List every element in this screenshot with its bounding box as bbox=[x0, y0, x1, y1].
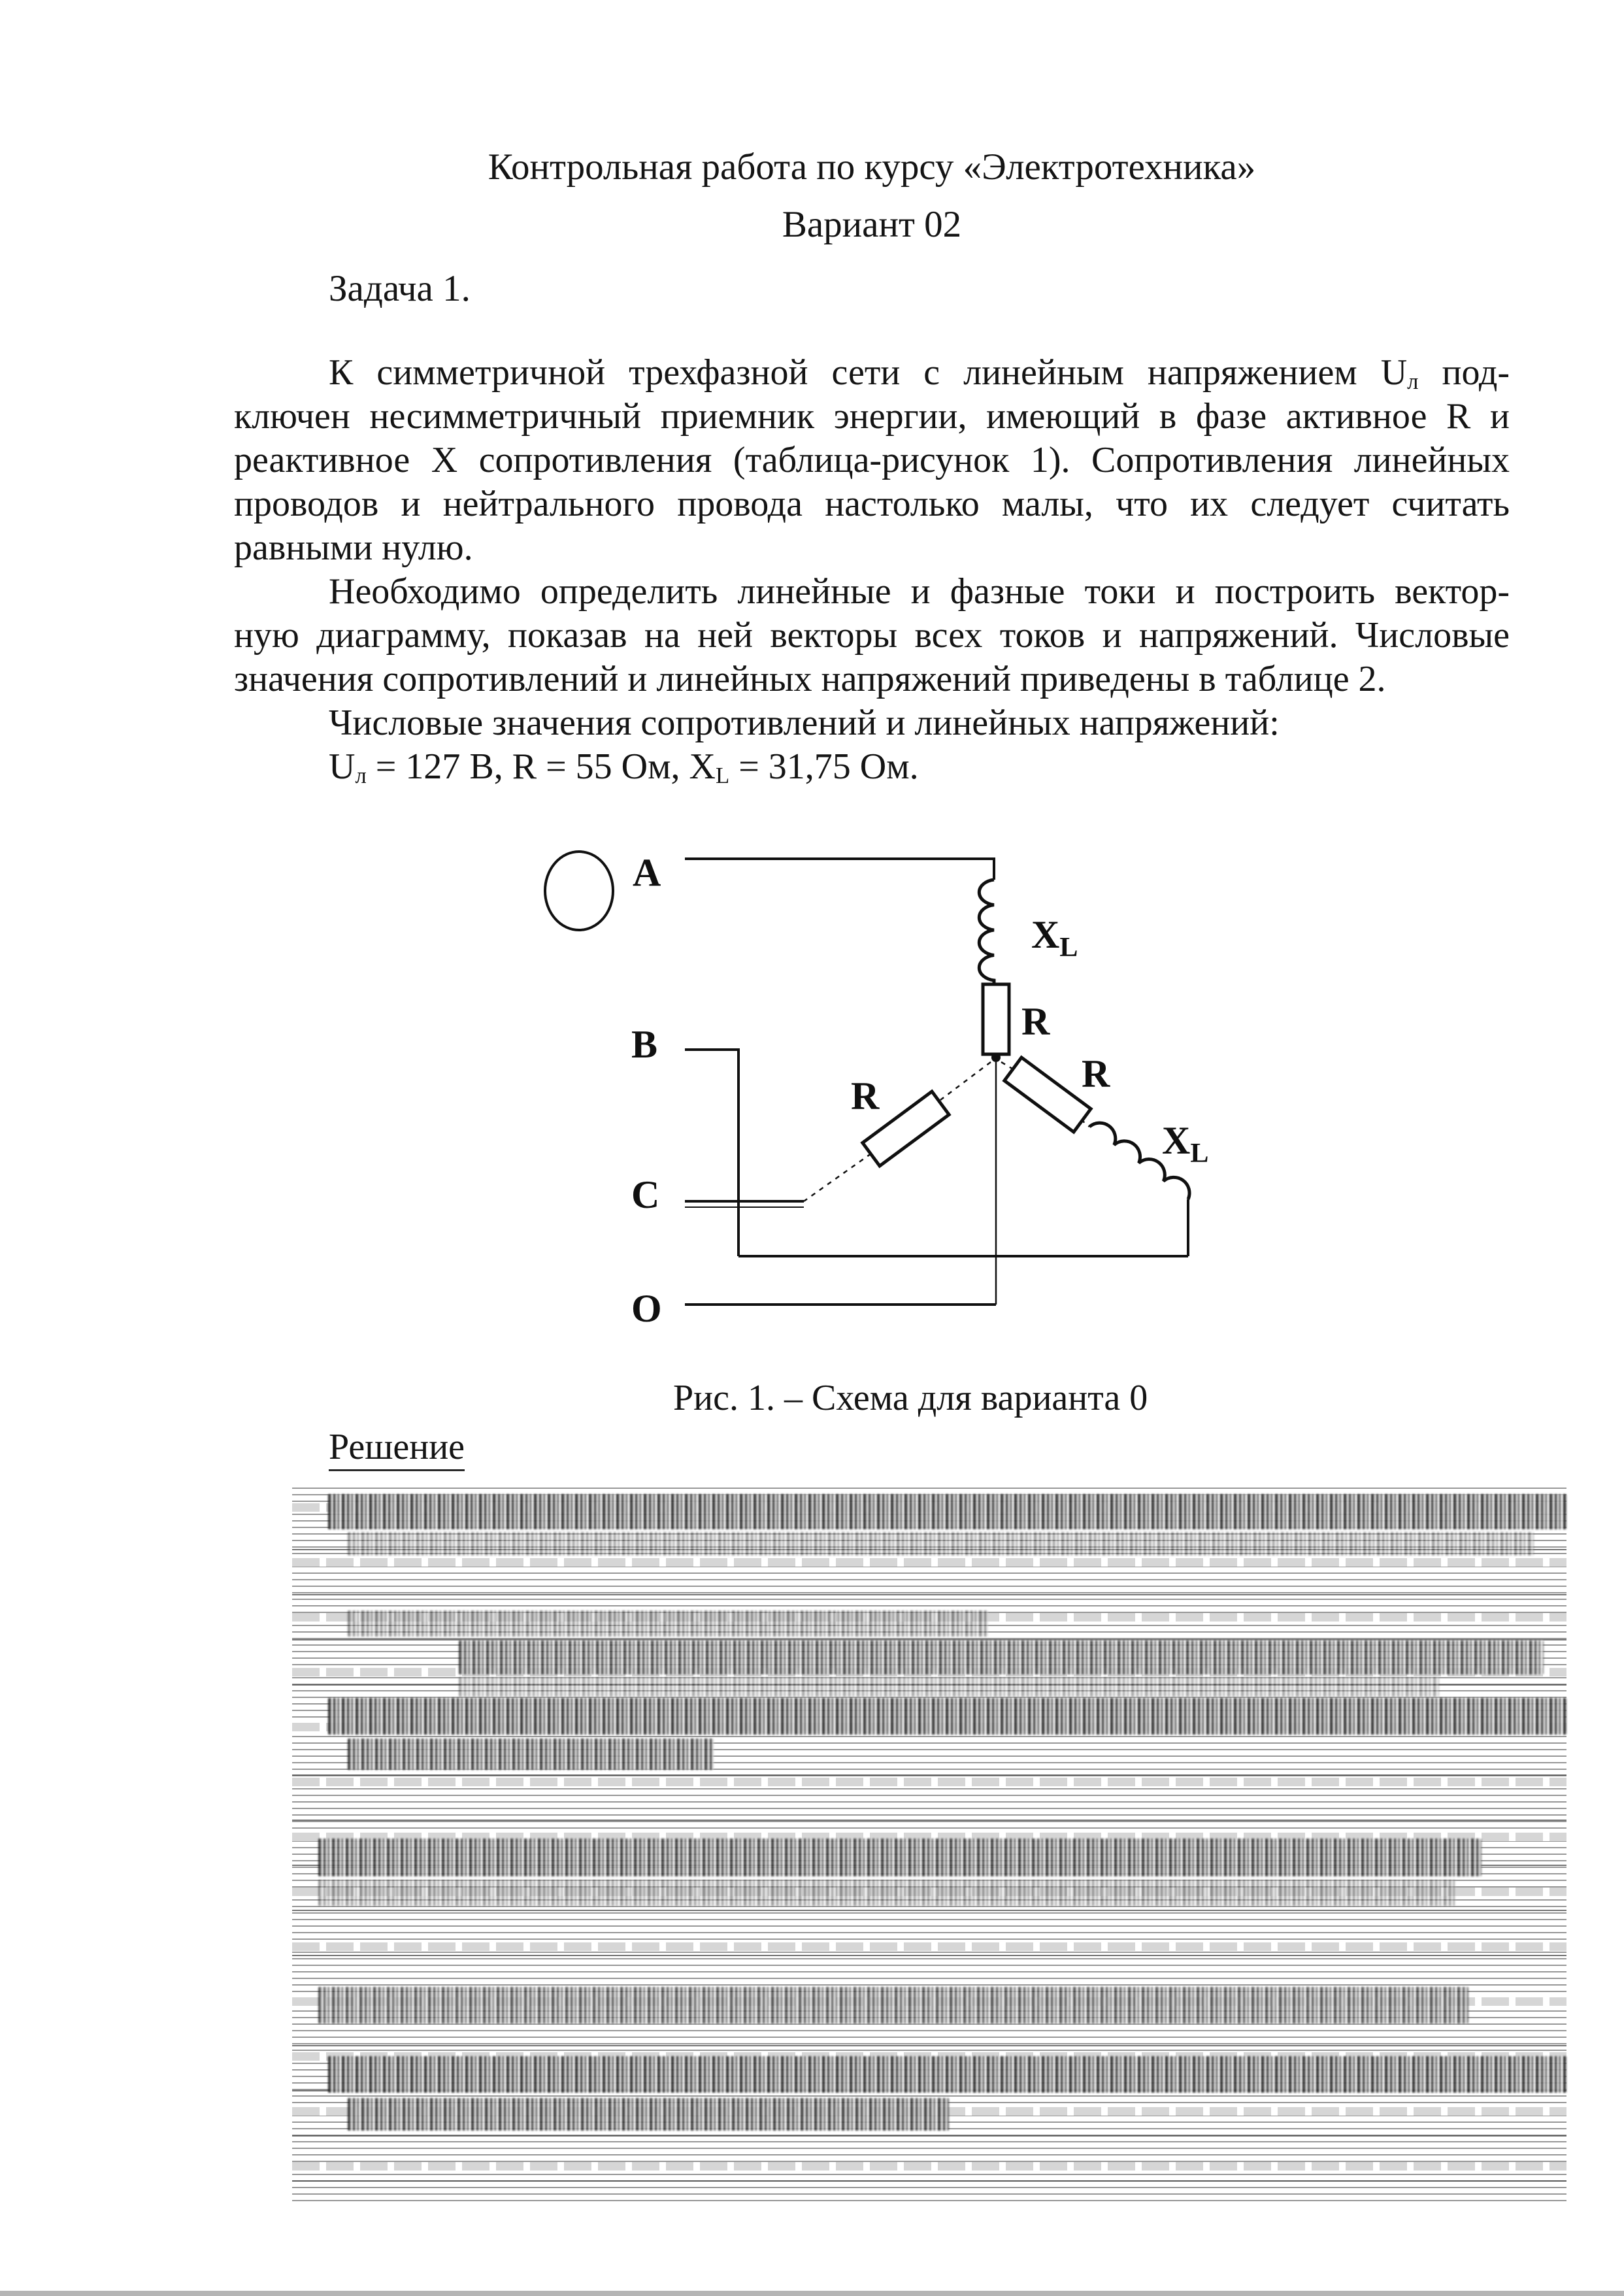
text-line: реактивное X сопротивления (таблица-рисунок 1). Сопротивления линейных bbox=[234, 440, 1510, 480]
obscured-line bbox=[328, 1698, 1566, 1735]
obscured-line bbox=[318, 1838, 1482, 1876]
problem-statement bbox=[234, 351, 1510, 789]
phase-c-label: C bbox=[631, 1173, 660, 1216]
obscured-line bbox=[328, 1494, 1566, 1529]
circuit-diagram bbox=[529, 840, 1248, 1350]
neutral-label: O bbox=[631, 1287, 662, 1330]
phase-b-label: B bbox=[631, 1023, 658, 1066]
stripe-band bbox=[292, 1942, 1566, 1951]
obscured-line bbox=[318, 1880, 1455, 1906]
inductor-coil-icon bbox=[979, 880, 994, 984]
node-dot bbox=[991, 1053, 1001, 1062]
text-line: ную диаграмму, показав на ней векторы всех токов и напряжений. Числовые bbox=[234, 615, 1510, 656]
obscured-solution-block bbox=[292, 1482, 1566, 2206]
text-line: ключен несимметричный приемник энергии, имеющий в фазе активное R и bbox=[234, 396, 1510, 437]
values-intro-line: Числовые значения сопротивлений и линейных напряжений: bbox=[329, 703, 1280, 743]
generator-symbol bbox=[545, 852, 613, 930]
figure-caption: Рис. 1. – Схема для варианта 0 bbox=[673, 1378, 1148, 1418]
solution-heading: Решение bbox=[329, 1426, 465, 1471]
obscured-line bbox=[328, 2056, 1566, 2093]
wire-phase-a bbox=[685, 859, 994, 880]
stripe-band bbox=[292, 1558, 1566, 1567]
stripe-band bbox=[292, 1778, 1566, 1786]
resistor-label-top: R bbox=[1021, 1000, 1050, 1043]
obscured-line bbox=[318, 1987, 1468, 2023]
page-title: Контрольная работа по курсу «Электротехника» bbox=[488, 146, 1256, 188]
obscured-line bbox=[348, 1532, 1534, 1556]
page-bottom-edge bbox=[0, 2291, 1624, 2296]
obscured-line bbox=[348, 1610, 988, 1637]
text-line: К симметричной трехфазной сети с линейным напряжением $U_л$ под- bbox=[329, 352, 1510, 394]
reactance-label-right: $X_L$ bbox=[1162, 1119, 1209, 1169]
resistor-label-right: R bbox=[1082, 1052, 1110, 1095]
task-heading: Задача 1. bbox=[329, 268, 471, 309]
text-line: равными нулю. bbox=[234, 527, 473, 568]
obscured-line bbox=[348, 2098, 949, 2131]
problem-paragraph-1 bbox=[234, 351, 1510, 570]
values-line: $U_л = 127$ В, R = 55 Ом, $X_L = 31,75$ Ом. bbox=[329, 746, 919, 788]
problem-paragraph-2 bbox=[234, 570, 1510, 701]
resistor-label-left: R bbox=[851, 1074, 880, 1118]
obscured-line bbox=[459, 1640, 1544, 1674]
obscured-line bbox=[459, 1677, 1439, 1697]
phase-a-label: A bbox=[633, 851, 661, 894]
dashed-wire bbox=[940, 1062, 991, 1100]
dashed-wire bbox=[804, 1154, 871, 1201]
stripe-band bbox=[292, 2162, 1566, 2171]
resistor-icon bbox=[1004, 1057, 1091, 1132]
wire-phase-b bbox=[685, 1050, 738, 1256]
text-line: проводов и нейтрального провода настолько малы, что их следует считать bbox=[234, 484, 1510, 524]
text-line: значения сопротивлений и линейных напряжений приведены в таблице 2. bbox=[234, 659, 1386, 699]
variant-subtitle: Вариант 02 bbox=[782, 204, 962, 245]
resistor-icon bbox=[983, 984, 1009, 1054]
text-line: Необходимо определить линейные и фазные токи и построить вектор- bbox=[329, 571, 1510, 612]
obscured-line bbox=[348, 1739, 714, 1770]
reactance-label-top: $X_L$ bbox=[1031, 913, 1078, 963]
